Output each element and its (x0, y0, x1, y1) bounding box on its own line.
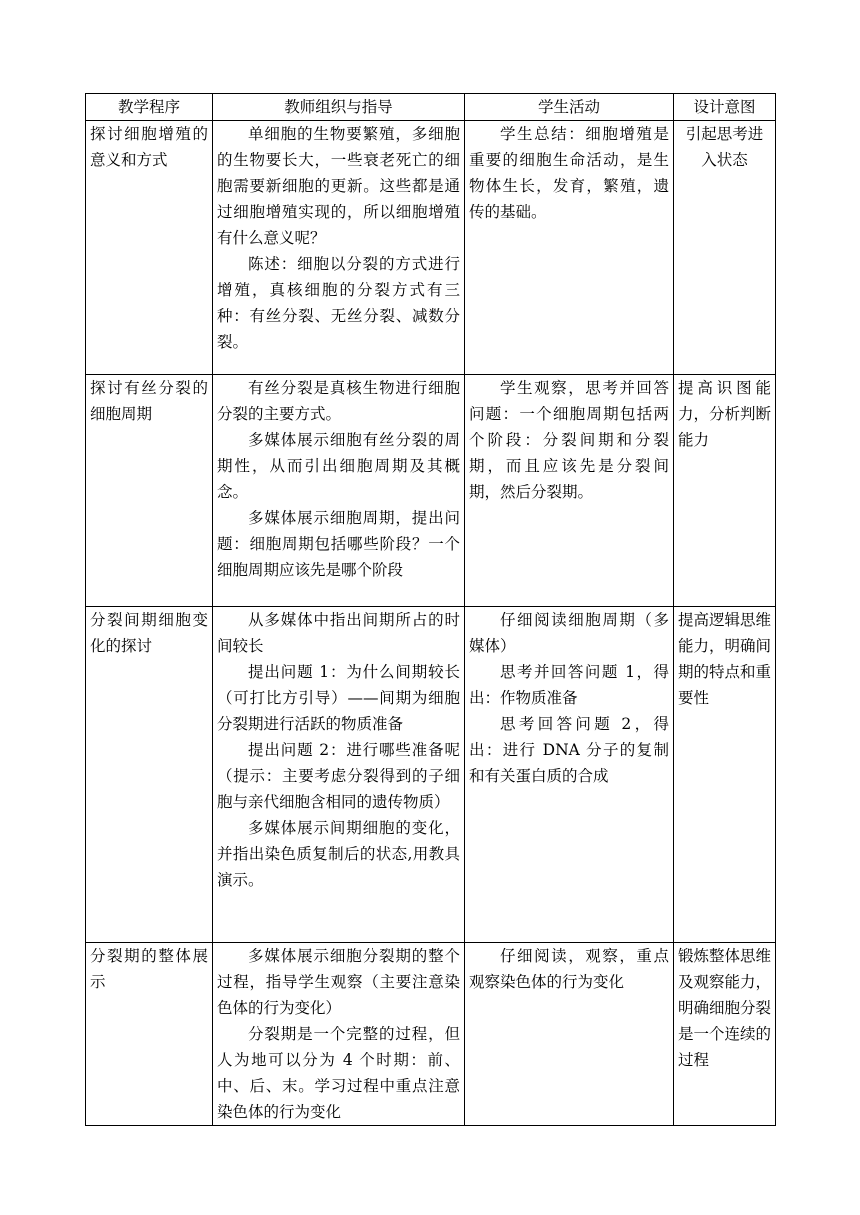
stage-cell: 探讨细胞增殖的意义和方式 (86, 121, 213, 375)
teacher-cell: 有丝分裂是真核生物进行细胞分裂的主要方式。 多媒体展示细胞有丝分裂的周期性，从而引出细胞周期及其概念。 多媒体展示细胞周期，提出问题：细胞周期包括哪些阶段？一个细胞周期应该先是哪个阶段 (213, 375, 465, 607)
intent-cell: 锻炼整体思维及观察能力，明确细胞分裂是一个连续的过程 (674, 943, 776, 1126)
student-cell: 学生总结：细胞增殖是重要的细胞生命活动，是生物体生长，发育，繁殖，遗传的基础。 (465, 121, 674, 375)
table-row (86, 607, 776, 943)
header-student: 学生活动 (465, 94, 674, 121)
intent-cell: 提高识图能力，分析判断能力 (674, 375, 776, 607)
teacher-cell: 单细胞的生物要繁殖，多细胞的生物要长大，一些衰老死亡的细胞需要新细胞的更新。这些都是通过细胞增殖实现的，所以细胞增殖有什么意义呢？ 陈述：细胞以分裂的方式进行增殖，真核细胞的分裂方式有三种：有丝分裂、无丝分裂、减数分裂。 (213, 121, 465, 375)
teacher-cell: 从多媒体中指出间期所占的时间较长 提出问题 1：为什么间期较长（可打比方引导）——间期为细胞分裂期进行活跃的物质准备 提出问题 2：进行哪些准备呢（提示：主要考虑分裂得到的子细胞与亲代细胞含相同的遗传物质） 多媒体展示间期细胞的变化，并指出染色质复制后的状态,用教具演示。 (213, 607, 465, 943)
teacher-cell: 多媒体展示细胞分裂期的整个过程，指导学生观察（主要注意染色体的行为变化） 分裂期是一个完整的过程，但人为地可以分为 4 个时期：前、中、后、末。学习过程中重点注意染色体的行为变化 (213, 943, 465, 1126)
stage-cell: 探讨有丝分裂的细胞周期 (86, 375, 213, 607)
table-row (86, 943, 776, 1126)
lesson-plan-table (85, 93, 776, 1126)
table-row (86, 121, 776, 375)
intent-cell: 引起思考进入状态 (674, 121, 776, 375)
header-row (86, 94, 776, 121)
student-cell: 仔细阅读细胞周期（多媒体） 思考并回答问题 1，得出：作物质准备 思考回答问题 2，得出：进行 DNA 分子的复制和有关蛋白质的合成 (465, 607, 674, 943)
header-teacher: 教师组织与指导 (213, 94, 465, 121)
stage-cell: 分裂间期细胞变化的探讨 (86, 607, 213, 943)
student-cell: 学生观察，思考并回答问题：一个细胞周期包括两个阶段：分裂间期和分裂期，而且应该先是分裂间期，然后分裂期。 (465, 375, 674, 607)
header-intent: 设计意图 (674, 94, 776, 121)
header-stage: 教学程序 (86, 94, 213, 121)
stage-cell: 分裂期的整体展示 (86, 943, 213, 1126)
student-cell: 仔细阅读，观察，重点观察染色体的行为变化 (465, 943, 674, 1126)
intent-cell: 提高逻辑思维能力，明确间期的特点和重要性 (674, 607, 776, 943)
table-row (86, 375, 776, 607)
